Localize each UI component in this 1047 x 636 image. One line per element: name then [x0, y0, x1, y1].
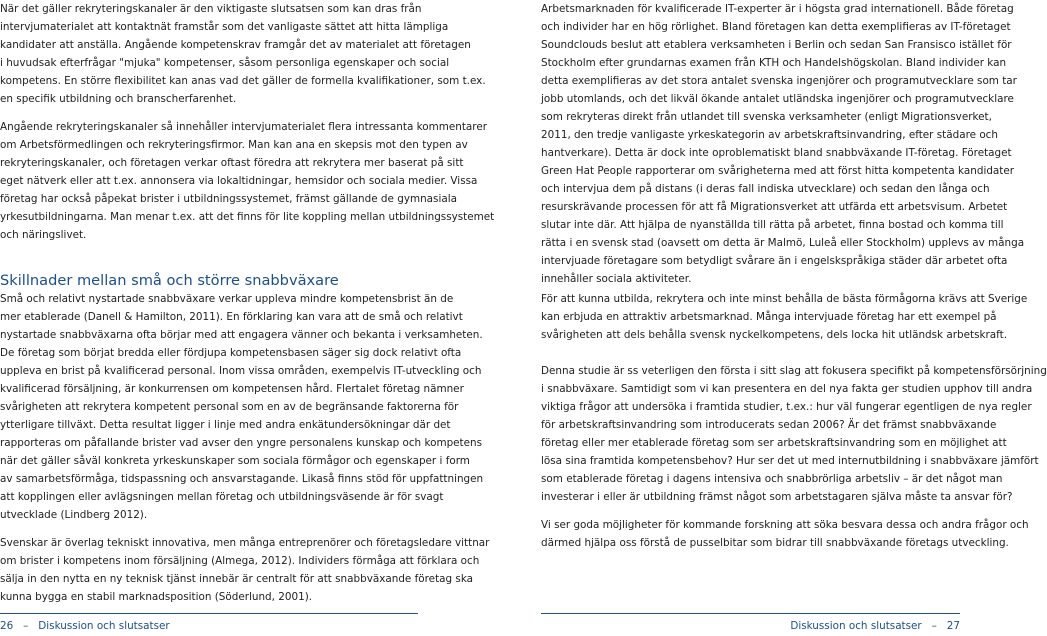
text-line: rapporteras om påfallande brister vad avser den yngre personalens kunskap och kompetens	[0, 437, 483, 449]
text-line: Green Hat People rapporterar om svårigheterna med att först hitta kompetenta kandidater	[541, 165, 1015, 177]
text-line: innehåller sociala aktiviteter.	[541, 273, 692, 285]
text-line: och individer har en hög rörlighet. Bland företagen kan detta exemplifieras av IT-företaget	[541, 21, 1011, 33]
footer-label-left: Diskussion och slutsatser	[38, 620, 170, 632]
text-line: som etablerade företag i dagens intensiva och snabbrörliga arbetsliv – är det något man	[541, 473, 1003, 485]
text-line: viktiga frågor att undersöka i framtida studier, t.ex.: hur väl fungerar egentligen de nya regler	[541, 401, 1032, 413]
text-line: för arbetskraftsinvandring som introducerats sedan 2006? Är det främst snabbväxande	[541, 419, 997, 431]
text-line: utvecklade (Lindberg 2012).	[0, 509, 148, 521]
text-line: kan erbjuda en attraktiv arbetsmarknad. Många intervjuade företag har ett exempel på	[541, 311, 997, 323]
text-line: när det gäller såväl konkreta yrkeskunskaper som sociala förmågor och egenskaper i form	[0, 455, 470, 467]
text-line: Denna studie är ss veterligen den första i sitt slag att fokusera specifikt på kompetensförsörjning	[541, 365, 1047, 377]
text-line: resurskrävande processen för att få Migrationsverket att utfärda ett arbetsvisum. Arbetet	[541, 201, 1008, 213]
text-line: att kopplingen eller avlägsningen mellan företag och utbildningsväsende är för svagt	[0, 491, 444, 503]
text-line: svårigheten att rekrytera kompetent personal som en av de begränsande faktorerna för	[0, 401, 459, 413]
text-line: investerar i eller är utbildning främst något som arbetstagaren själva måste ta ansvar för?	[541, 491, 1013, 503]
text-line: rätta i en svensk stad (oavsett om detta är Malmö, Luleå eller Stockholm) upplevs av många	[541, 237, 1025, 249]
text-line: Små och relativt nystartade snabbväxare verkar uppleva mindre kompetensbrist än de	[0, 293, 454, 305]
text-line: kompetens. En större flexibilitet kan anas vad det gäller de formella kvalifikationer, som t.ex.	[0, 75, 486, 87]
text-line: intervjuade företagare som betydligt svårare än i engelskspråkiga städer där arbetet ofta	[541, 255, 1008, 267]
text-line: och näringslivet.	[0, 229, 87, 241]
text-line: i huvudsak efterfrågar "mjuka" kompetenser, såsom personliga egenskaper och social	[0, 57, 450, 69]
text-line: hantverkare). Detta är dock inte oproblematiskt bland snabbväxande IT-företag. Företaget	[541, 147, 1012, 159]
text-line: en specifik utbildning och branscherfarenhet.	[0, 93, 237, 105]
footer-right: Diskussion och slutsatser – 27	[790, 620, 960, 632]
text-line: Arbetsmarknaden för kvalificerade IT-experter är i högsta grad internationell. Både företag	[541, 3, 1014, 15]
text-line: eget nätverk eller att t.ex. annonsera via lokaltidningar, hemsidor och sociala medier. Vissa	[0, 175, 478, 187]
footer-rule-left	[0, 613, 418, 614]
text-line: slutar inte där. Att hjälpa de nyanställda till rätta på arbetet, finna bostad och komma till	[541, 219, 1004, 231]
text-line: företag eller mer etablerade företag som ser arbetskraftsinvandring som en möjlighet att	[541, 437, 1007, 449]
text-line: rekryteringskanaler, och företagen verkar oftast föredra att rekrytera mer baserat på sitt	[0, 157, 464, 169]
text-line: nystartade snabbväxarna ofta börjar med att engagera vänner och bekanta i verksamheten.	[0, 329, 483, 341]
text-line: därmed hjälpa oss förstå de pusselbitar som bidrar till snabbväxande företags utveckling.	[541, 537, 1009, 549]
footer-rule-right	[541, 613, 960, 614]
text-line: Vi ser goda möjligheter för kommande forskning att söka besvara dessa och andra frågor och	[541, 519, 1029, 531]
text-line: av samarbetsförmåga, tidspassning och ansvarstagande. Likaså finns stöd för uppfattningen	[0, 473, 484, 485]
text-line: sälja in den nytta en ny teknisk tjänst innebär är centralt för att snabbväxande företag ska	[0, 573, 474, 585]
text-line: Soundclouds beslut att etablera verksamheten i Berlin och sedan San Fransisco istället för	[541, 39, 1012, 51]
text-line: svårigheten att dels behålla svensk nyckelkompetens, dels locka hit utländsk arbetskraft.	[541, 329, 1007, 341]
text-line: 2011, den tredje vanligaste yrkeskategorin av arbetskraftsinvandring, efter städare och	[541, 129, 998, 141]
text-line: intervjumaterialet att kontaktnät framstår som det vanligaste sättet att hitta lämpliga	[0, 21, 449, 33]
text-line: som rekryteras direkt från utlandet till svenska verksamheter (enligt Migrationsverket,	[541, 111, 992, 123]
text-line: företag har också påpekat brister i utbildningssystemet, främst gällande de gymnasiala	[0, 193, 457, 205]
text-line: om brister i kompetens inom försäljning (Almega, 2012). Individers förmåga att förklara och	[0, 555, 480, 567]
text-line: lösa sina framtida kompetensbehov? Hur ser det ut med internutbildning i snabbväxare jämfört	[541, 455, 1039, 467]
page-number-left: 26	[0, 620, 14, 632]
text-line: ytterligare tillväxt. Detta resultat ligger i linje med andra enkätundersökningar där det	[0, 419, 451, 431]
text-line: om Arbetsförmedlingen och rekryteringsfirmor. Man kan ana en skepsis mot den typen av	[0, 139, 468, 151]
text-line: i snabbväxare. Samtidigt som vi kan presentera en del nya fakta ger studien upphov till andra	[541, 383, 1033, 395]
text-line: Angående rekryteringskanaler så innehåller intervjumaterialet flera intressanta kommentarer	[0, 121, 487, 133]
footer-label-right: Diskussion och slutsatser	[790, 620, 922, 632]
text-line: jobb utomlands, och det likväl ökande antalet utländska ingenjörer och programutvecklare	[541, 93, 1014, 105]
text-line: kunna bygga en stabil marknadsposition (Söderlund, 2001).	[0, 591, 313, 603]
footer-left: 26 – Diskussion och slutsatser	[0, 620, 170, 632]
text-line: uppleva en brist på kvalificerad personal. Inom vissa områden, exempelvis IT-utveckling och	[0, 365, 482, 377]
text-line: För att kunna utbilda, rekrytera och inte minst behålla de bästa förmågorna krävs att Sverige	[541, 293, 1028, 305]
text-line: yrkesutbildningarna. Man menar t.ex. att det finns för lite koppling mellan utbildningssystemet	[0, 211, 495, 223]
text-line: och intervjua dem på distans (i deras fall indiska utvecklare) och sedan den långa och	[541, 183, 990, 195]
text-line: De företag som börjat bredda eller fördjupa kompetensbasen säger sig dock relativt ofta	[0, 347, 462, 359]
text-line: kandidater att anställa. Angående kompetenskrav framgår det av materialet att företagen	[0, 39, 471, 51]
section-heading: Skillnader mellan små och större snabbväxare	[0, 272, 339, 289]
text-line: mer etablerade (Danell & Hamilton, 2011). En förklaring kan vara att de små och relativt	[0, 311, 463, 323]
page-number-right: 27	[946, 620, 960, 632]
text-line: När det gäller rekryteringskanaler är den viktigaste slutsatsen som kan dras från	[0, 3, 422, 15]
text-line: kvalificerad försäljning, är konkurrensen om kompetensen hård. Flertalet företag nämner	[0, 383, 464, 395]
text-line: Svenskar är överlag tekniskt innovativa, men många entreprenörer och företagsledare vittnar	[0, 537, 490, 549]
text-line: detta exemplifieras av det stora antalet svenska ingenjörer och programutvecklare som tar	[541, 75, 1017, 87]
text-line: Stockholm efter grundarnas examen från KTH och Handelshögskolan. Bland individer kan	[541, 57, 1007, 69]
